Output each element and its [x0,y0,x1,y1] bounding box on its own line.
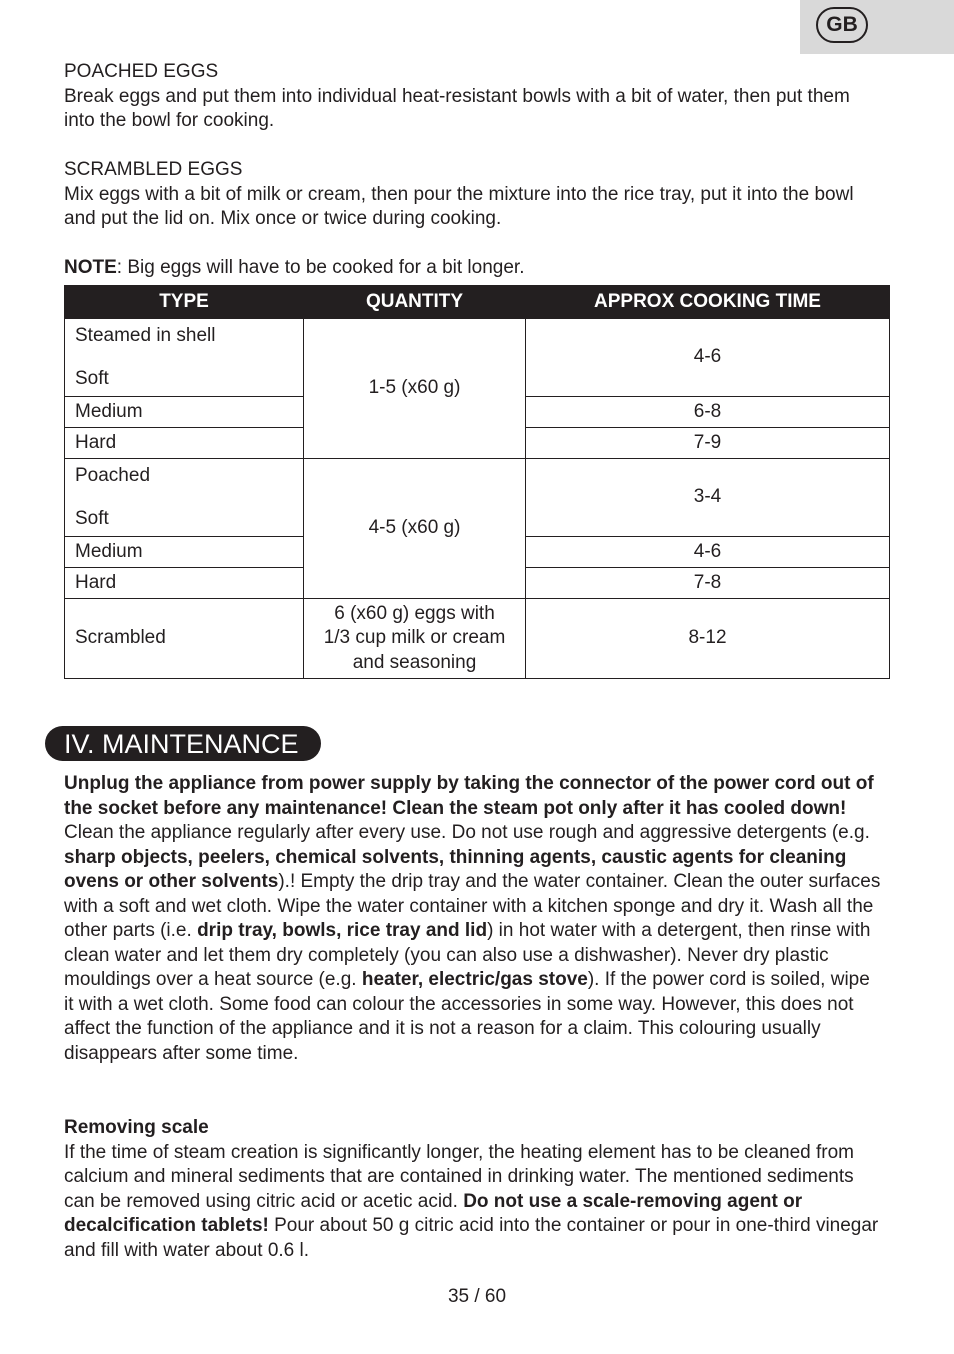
maintenance-bold-run: sharp objects, peelers, chemical solvents, thinning agents, caustic agents for cleaning ovens or other solvents [64,846,847,892]
type-hard: Hard [65,568,304,599]
maintenance-warning: Unplug the appliance from power supply by taking the connector of the power cord out of the socket before any maintenance! Clean the steam pot only after it has cooled down! [64,773,874,819]
maintenance-bold-run: heater, electric/gas stove [361,969,588,990]
time-cell: 4-6 [526,537,890,568]
poached-eggs-text: Break eggs and put them into individual heat-resistant bowls with a bit of water, then put them into the bowl for cooking. [64,85,850,131]
quantity-steamed: 1-5 (x60 g) [304,319,526,459]
time-cell: 8-12 [526,599,890,679]
cooking-time-table [64,285,890,679]
page-number: 35 / 60 [447,1286,507,1307]
removing-scale-title: Removing scale [64,1117,209,1138]
time-cell: 4-6 [526,319,890,397]
type-scrambled: Scrambled [65,599,304,679]
maintenance-run: ). If the power cord is soiled, wipe it with a wet cloth. Some food can colour the accessories in some way. However, this does not affect the function of the appliance and it is not a reason for a claim. This colouring usually disappears after some time. [64,969,870,1064]
scrambled-eggs-section [64,158,884,232]
type-medium: Medium [65,537,304,568]
scale-run: If the time of steam creation is significantly longer, the heating element has to be cleaned from calcium and mineral sediments that are contained in drinking water. The mentioned sediments can be removed using citric acid or acetic acid. [64,1141,854,1212]
corner-tab [800,0,954,54]
header-type: TYPE [65,286,304,319]
poached-eggs-section [64,60,884,134]
maintenance-heading: IV. MAINTENANCE [45,726,321,761]
type-hard: Hard [65,428,304,459]
quantity-poached: 4-5 (x60 g) [304,459,526,599]
time-cell: 3-4 [526,459,890,537]
quantity-line: 6 (x60 g) eggs with [334,602,495,624]
type-poached: Poached [75,464,151,486]
note-text: : Big eggs will have to be cooked for a bit longer. [116,257,525,278]
scrambled-eggs-title: SCRAMBLED EGGS [64,159,243,180]
note-label: NOTE [64,257,117,278]
time-cell: 6-8 [526,397,890,428]
maintenance-run: Clean the appliance regularly after every use. Do not use rough and aggressive detergents (e.g. [64,822,870,843]
header-quantity: QUANTITY [304,286,526,319]
scale-bold-run: Do not use a scale-removing agent or decalcification tablets! [64,1190,803,1236]
maintenance-text [64,772,884,1066]
time-cell: 7-8 [526,568,890,599]
header-cooking-time: APPROX COOKING TIME [526,286,890,319]
note [64,256,884,281]
maintenance-run: ).! Empty the drip tray and the water container. Clean the outer surfaces with a soft and wet cloth. Wipe the water container with a kitchen sponge and dry it. Wash all the other parts (i.e. [64,871,881,941]
type-cell [65,319,304,397]
poached-eggs-title: POACHED EGGS [64,61,219,82]
maintenance-bold-run: drip tray, bowls, rice tray and lid [197,920,488,941]
type-soft: Soft [75,368,109,389]
type-cell [65,459,304,537]
language-badge: GB [816,7,868,43]
scale-run: Pour about 50 g citric acid into the container or pour in one-third vinegar and fill with water about 0.6 l. [64,1215,879,1261]
table-row [65,459,890,537]
type-steamed: Steamed in shell [75,324,216,346]
table-row [65,319,890,397]
removing-scale-section [64,1116,884,1263]
table-header-row [65,286,890,319]
quantity-scrambled [304,599,526,679]
table-row [65,599,890,679]
scrambled-eggs-text: Mix eggs with a bit of milk or cream, then pour the mixture into the rice tray, put it into the bowl and put the lid on. Mix once or twice during cooking. [64,183,854,229]
type-soft: Soft [75,508,109,529]
maintenance-run: ) in hot water with a detergent, then rinse with clean water and let them dry completely (you can also use a dishwasher). Never dry plastic mouldings over a heat source (e.g. [64,920,871,990]
quantity-line: 1/3 cup milk or cream [323,627,506,649]
type-medium: Medium [65,397,304,428]
quantity-line: and seasoning [352,651,477,673]
time-cell: 7-9 [526,428,890,459]
